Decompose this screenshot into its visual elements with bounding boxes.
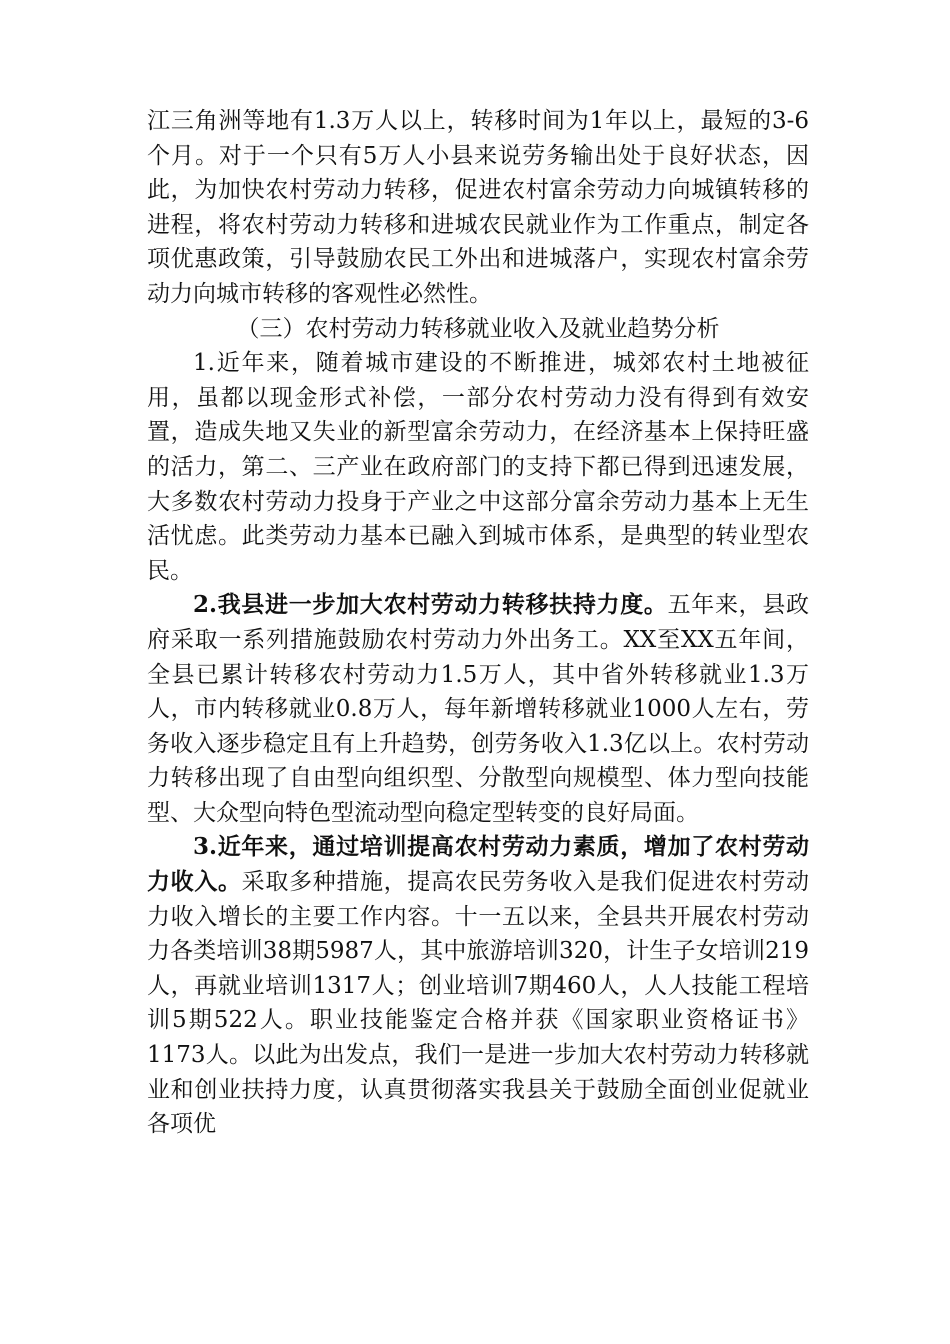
intro-paragraph: 江三角洲等地有1.3万人以上，转移时间为1年以上，最短的3-6个月。对于一个只有5万人小县来说劳务输出处于良好状态，因此，为加快农村劳动力转移，促进农村富余劳动力向城镇转移的进程，将农村劳动力转移和进城农民就业作为工作重点，制定各项优惠政策，引导鼓励农民工外出和进城落户，实现农村富余劳动力向城市转移的客观性必然性。: [147, 108, 809, 307]
item-3-paragraph: [147, 830, 809, 1141]
item-3-body: 采取多种措施，提高农民劳务收入是我们促进农村劳动力收入增长的主要工作内容。十一五以来，全县共开展农村劳动力各类培训38期5987人，其中旅游培训320，计生子女培训219人，再就业培训1317人；创业培训7期460人，人人技能工程培训5期522人。职业技能鉴定合格并获《国家职业资格证书》1173人。以此为出发点，我们一是进一步加大农村劳动力转移就业和创业扶持力度，认真贯彻落实我县关于鼓励全面创业促就业各项优: [147, 869, 810, 1138]
item-2-lead: 2.我县进一步加大农村劳动力转移扶持力度。: [193, 591, 668, 619]
item-3-lead: 3.近年来，通过培训提高农村劳动力素质，增加了农村劳动力收入。: [147, 833, 809, 896]
section-heading: （三）农村劳动力转移就业收入及就业趋势分析: [236, 315, 720, 342]
item-2-paragraph: [147, 588, 809, 830]
item-1-paragraph: 1.近年来，随着城市建设的不断推进，城郊农村土地被征用，虽都以现金形式补偿，一部分农村劳动力没有得到有效安置，造成失地又失业的新型富余劳动力，在经济基本上保持旺盛的活力，第二、三产业在政府部门的支持下都已得到迅速发展，大多数农村劳动力投身于产业之中这部分富余劳动力基本上无生活忧虑。此类劳动力基本已融入到城市体系，是典型的转业型农民。: [147, 350, 809, 584]
item-2-body: 五年来，县政府采取一系列措施鼓励农村劳动力外出务工。XX至XX五年间，全县已累计转移农村劳动力1.5万人，其中省外转移就业1.3万人，市内转移就业0.8万人，每年新增转移就业1000人左右，劳务收入逐步稳定且有上升趋势，创劳务收入1.3亿以上。农村劳动力转移出现了自由型向组织型、分散型向规模型、体力型向技能型、大众型向特色型流动型向稳定型转变的良好局面。: [147, 592, 810, 826]
document-body: [147, 104, 809, 1142]
